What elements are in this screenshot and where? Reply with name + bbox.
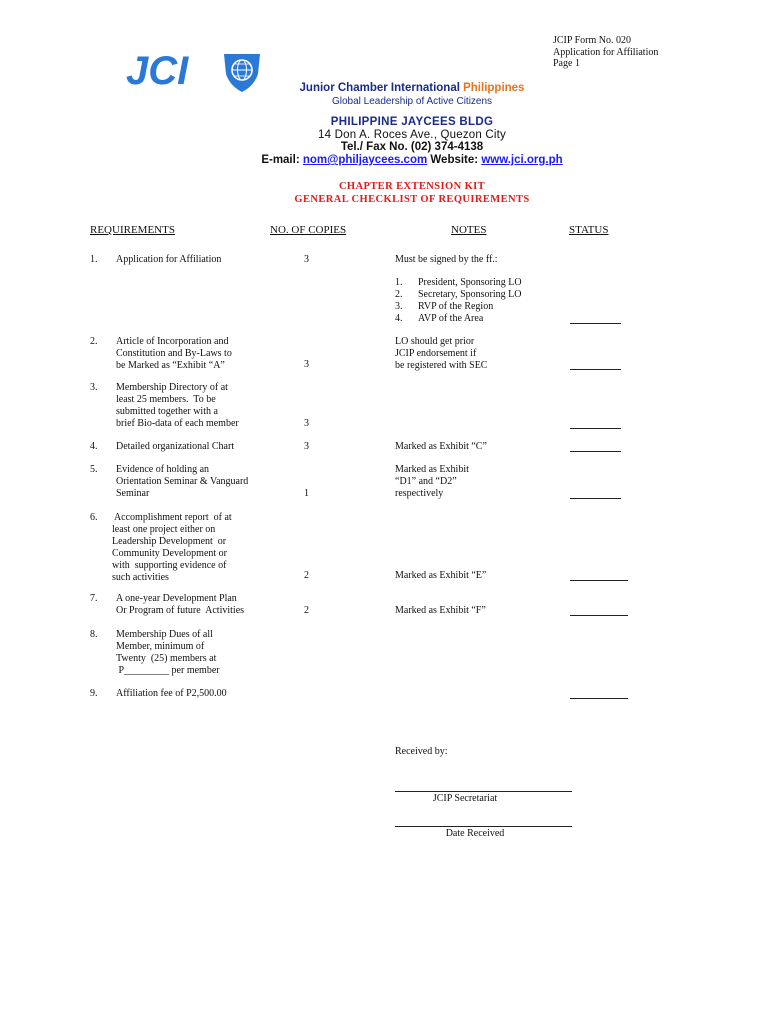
status-blank[interactable] [570,580,628,581]
item-requirement: Membership Dues of all Member, minimum of Twenty (25) members at P_________ per member [116,629,220,676]
secretariat-caption: JCIP Secretariat [432,793,498,804]
col-status: STATUS [569,224,609,236]
email-link[interactable]: nom@philjaycees.com [302,154,428,166]
contact-line [0,154,768,166]
form-info [553,35,658,70]
status-blank[interactable] [570,698,628,699]
date-received-caption: Date Received [445,828,505,839]
signer-label: President, Sponsoring LO [418,277,522,288]
tel-fax: Tel./ Fax No. (02) 374-4138 [340,141,484,153]
org-name-country: Philippines [463,82,525,94]
motto: Global Leadership of Active Citizens [331,96,493,107]
title-line-1: CHAPTER EXTENSION KIT [338,181,486,192]
date-received-line[interactable] [395,826,572,827]
item-copies: 3 [304,359,309,370]
item-requirement: Application for Affiliation [116,254,222,265]
item-requirement: Accomplishment report of at least one project either on Leadership Development or Community Development or with supporting evidence of such activities [112,512,232,583]
item-notes: Marked as Exhibit “E” [395,570,487,581]
item-copies: 3 [304,441,309,452]
item-number: 3. [90,382,98,393]
item-number: 5. [90,464,98,475]
status-blank[interactable] [570,451,621,452]
status-blank[interactable] [570,323,621,324]
col-notes: NOTES [451,224,487,236]
document-title [0,180,768,206]
item-number: 7. [90,593,98,604]
org-name [0,82,768,94]
item-requirement: Article of Incorporation and Constitution and By-Laws to be Marked as “Exhibit “A” [116,336,232,371]
building-name: PHILIPPINE JAYCEES BLDG [330,116,494,128]
item-notes: LO should get prior JCIP endorsement if be registered with SEC [395,336,488,371]
item-copies: 2 [304,605,309,616]
item-notes: Marked as Exhibit “F” [395,605,486,616]
received-by-label: Received by: [395,746,448,757]
org-name-main: Junior Chamber International [299,82,464,94]
signer-label: Secretary, Sponsoring LO [418,289,522,300]
item-notes: Must be signed by the ff.: [395,254,498,265]
secretariat-signature-line[interactable] [395,791,572,792]
status-blank[interactable] [570,428,621,429]
col-requirements: REQUIREMENTS [90,224,175,236]
item-requirement: A one-year Development Plan Or Program of future Activities [116,593,245,616]
item-requirement: Detailed organizational Chart [116,441,235,452]
item-number: 2. [90,336,98,347]
col-copies: NO. OF COPIES [270,224,347,236]
form-number: JCIP Form No. 020 [553,35,631,46]
status-blank[interactable] [570,498,621,499]
form-name: Application for Affiliation [553,46,659,58]
item-requirement: Membership Directory of at least 25 members. To be submitted together with a brief Bio-data of each member [116,382,239,429]
item-requirement: Affiliation fee of P2,500.00 [116,688,227,699]
status-blank[interactable] [570,369,621,370]
address: 14 Don A. Roces Ave., Quezon City [318,129,506,141]
signer-number: 2. [395,289,403,300]
item-number: 1. [90,254,98,265]
item-notes: Marked as Exhibit “D1” and “D2” respectively [395,464,469,499]
signer-number: 1. [395,277,403,288]
website-link[interactable]: www.jci.org.ph [481,154,563,166]
item-copies: 1 [304,488,309,499]
email-label: E-mail: [261,154,303,166]
item-copies: 2 [304,570,309,581]
status-blank[interactable] [570,615,628,616]
item-number: 9. [90,688,98,699]
title-line-2: GENERAL CHECKLIST OF REQUIREMENTS [294,194,530,205]
item-number: 4. [90,441,98,452]
website-label: Website: [427,154,482,166]
signer-number: 4. [395,313,403,324]
item-number: 8. [90,629,98,640]
item-copies: 3 [304,418,309,429]
signer-label: RVP of the Region [418,301,494,312]
page-number: Page 1 [553,58,580,69]
item-number: 6. [90,512,98,523]
signer-number: 3. [395,301,403,312]
logo-text: JCI [126,49,189,93]
item-requirement: Evidence of holding an Orientation Seminar & Vanguard Seminar [116,464,249,499]
item-copies: 3 [304,254,309,265]
item-notes: Marked as Exhibit “C” [395,441,487,452]
signer-label: AVP of the Area [418,313,484,324]
